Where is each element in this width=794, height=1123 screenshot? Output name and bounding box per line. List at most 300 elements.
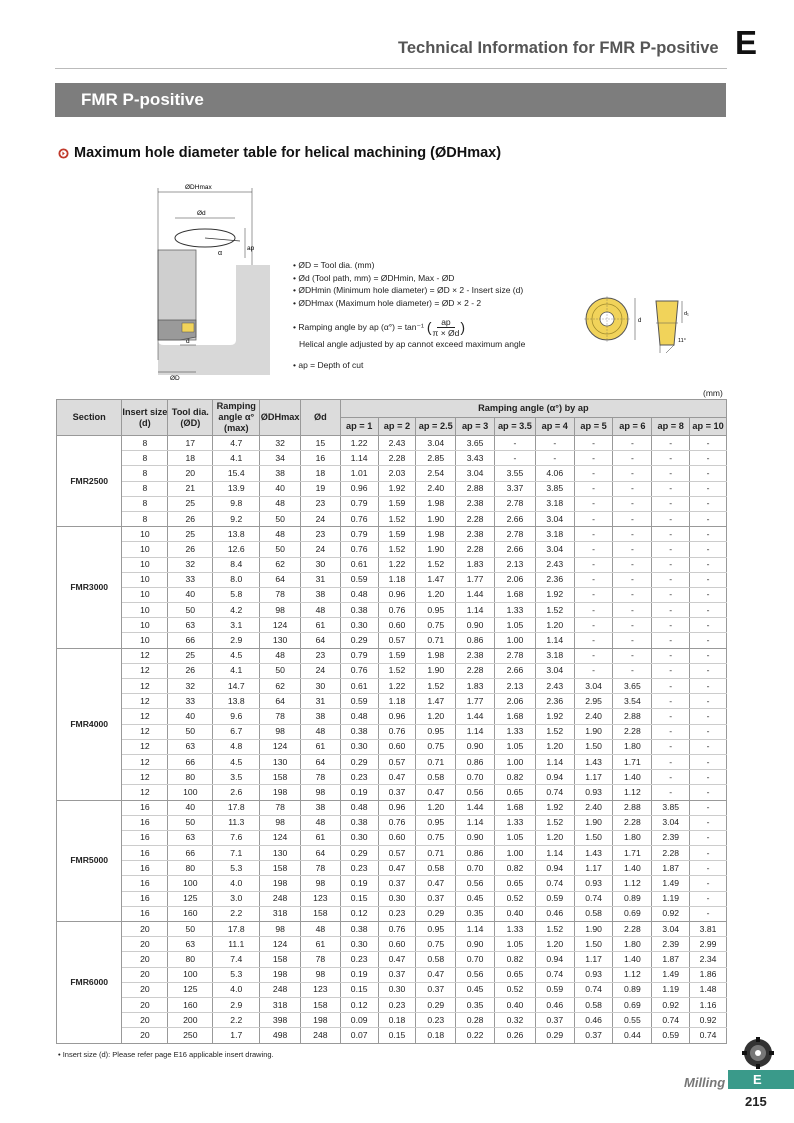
table-cell: - xyxy=(574,436,613,451)
table-cell: 2.13 xyxy=(495,679,536,694)
table-cell: 14.7 xyxy=(213,679,260,694)
table-cell: 2.43 xyxy=(378,436,416,451)
table-cell: 38 xyxy=(260,466,301,481)
col-header-ap: ap = 10 xyxy=(690,418,727,436)
table-cell: 3.18 xyxy=(535,648,574,663)
table-cell: 10 xyxy=(122,557,168,572)
table-cell: - xyxy=(574,481,613,496)
table-row xyxy=(57,830,727,845)
table-row xyxy=(57,663,727,678)
table-cell: 1.7 xyxy=(213,1028,260,1043)
table-cell: 2.28 xyxy=(456,663,495,678)
table-cell: 0.23 xyxy=(378,997,416,1012)
table-cell: - xyxy=(495,451,536,466)
table-cell: 38 xyxy=(300,800,340,815)
table-row xyxy=(57,997,727,1012)
table-cell: 1.14 xyxy=(456,603,495,618)
header-divider xyxy=(55,68,727,69)
table-cell: 198 xyxy=(260,967,301,982)
table-cell: - xyxy=(613,572,652,587)
table-cell: 80 xyxy=(168,952,213,967)
table-cell: 198 xyxy=(260,876,301,891)
table-cell: 0.94 xyxy=(535,770,574,785)
table-cell: 1.50 xyxy=(574,830,613,845)
table-cell: 0.82 xyxy=(495,770,536,785)
table-cell: 63 xyxy=(168,618,213,633)
table-cell: 0.30 xyxy=(378,891,416,906)
table-cell: - xyxy=(535,436,574,451)
table-cell: 1.05 xyxy=(495,739,536,754)
table-cell: 78 xyxy=(300,952,340,967)
table-cell: 1.52 xyxy=(535,603,574,618)
note-dhmax: • ØDHmax (Maximum hole diameter) = ØD × 2 - 2 xyxy=(293,297,482,308)
table-row xyxy=(57,1013,727,1028)
insert-label-d1: d₁ xyxy=(684,311,689,317)
col-header-ap: ap = 2 xyxy=(378,418,416,436)
table-cell: 7.6 xyxy=(213,830,260,845)
table-cell: 1.16 xyxy=(690,997,727,1012)
table-cell: 0.56 xyxy=(456,876,495,891)
table-cell: 62 xyxy=(260,679,301,694)
table-cell: 0.48 xyxy=(340,587,378,602)
table-cell: 30 xyxy=(300,557,340,572)
table-cell: 98 xyxy=(300,876,340,891)
table-cell: 4.0 xyxy=(213,982,260,997)
diagram-label-ap: ap xyxy=(247,245,255,252)
table-cell: 0.94 xyxy=(535,952,574,967)
table-cell: 1.14 xyxy=(456,815,495,830)
table-cell: 2.39 xyxy=(652,830,690,845)
table-cell: 2.66 xyxy=(495,542,536,557)
table-cell: 1.12 xyxy=(613,967,652,982)
section-name-cell: FMR2500 xyxy=(57,436,122,527)
table-cell: 2.40 xyxy=(574,709,613,724)
table-cell: 5.3 xyxy=(213,861,260,876)
table-cell: 0.37 xyxy=(574,1028,613,1043)
table-cell: 23 xyxy=(300,648,340,663)
table-cell: 4.5 xyxy=(213,648,260,663)
table-cell: 130 xyxy=(260,846,301,861)
table-cell: 1.18 xyxy=(378,694,416,709)
table-cell: 0.95 xyxy=(416,922,456,937)
table-cell: 0.09 xyxy=(340,1013,378,1028)
table-cell: 0.40 xyxy=(495,997,536,1012)
table-row xyxy=(57,785,727,800)
table-cell: - xyxy=(690,572,727,587)
table-cell: 12 xyxy=(122,694,168,709)
table-cell: 0.19 xyxy=(340,876,378,891)
table-cell: 1.05 xyxy=(495,618,536,633)
table-row xyxy=(57,739,727,754)
table-cell: 0.30 xyxy=(378,982,416,997)
table-cell: 16 xyxy=(122,800,168,815)
table-cell: 1.20 xyxy=(416,587,456,602)
table-cell: 124 xyxy=(260,739,301,754)
table-cell: 2.95 xyxy=(574,694,613,709)
table-cell: 0.74 xyxy=(535,785,574,800)
table-cell: 1.33 xyxy=(495,922,536,937)
table-cell: 0.58 xyxy=(416,952,456,967)
table-cell: 18 xyxy=(300,466,340,481)
page-number: 215 xyxy=(745,1094,767,1109)
table-cell: 0.47 xyxy=(416,967,456,982)
table-cell: 6.7 xyxy=(213,724,260,739)
table-cell: 100 xyxy=(168,876,213,891)
table-cell: 0.61 xyxy=(340,679,378,694)
table-cell: 0.30 xyxy=(340,830,378,845)
page-header-title: Technical Information for FMR P-positive xyxy=(398,39,719,57)
table-cell: - xyxy=(690,633,727,648)
milling-cutter-icon xyxy=(742,1037,774,1069)
table-cell: 1.40 xyxy=(613,861,652,876)
table-cell: 1.83 xyxy=(456,557,495,572)
table-cell: 9.2 xyxy=(213,511,260,526)
table-cell: 1.68 xyxy=(495,587,536,602)
table-cell: 1.71 xyxy=(613,754,652,769)
footer-tab-letter: E xyxy=(753,1072,762,1087)
table-cell: 1.87 xyxy=(652,861,690,876)
table-cell: - xyxy=(652,496,690,511)
table-cell: 12 xyxy=(122,679,168,694)
table-cell: - xyxy=(690,891,727,906)
table-cell: 40 xyxy=(168,800,213,815)
table-cell: 5.8 xyxy=(213,587,260,602)
table-cell: 1.44 xyxy=(456,587,495,602)
table-cell: 0.56 xyxy=(456,967,495,982)
table-cell: 3.04 xyxy=(652,815,690,830)
table-cell: 4.06 xyxy=(535,466,574,481)
table-cell: 32 xyxy=(168,679,213,694)
table-cell: 0.55 xyxy=(613,1013,652,1028)
footer-tab xyxy=(728,1070,794,1089)
table-cell: 0.29 xyxy=(340,754,378,769)
table-cell: 0.18 xyxy=(416,1028,456,1043)
table-cell: 2.6 xyxy=(213,785,260,800)
table-row xyxy=(57,694,727,709)
table-cell: 0.22 xyxy=(456,1028,495,1043)
table-cell: 25 xyxy=(168,527,213,542)
table-cell: 8 xyxy=(122,511,168,526)
table-cell: 0.93 xyxy=(574,876,613,891)
table-cell: - xyxy=(652,724,690,739)
table-cell: 0.74 xyxy=(535,876,574,891)
section-band-title: FMR P-positive xyxy=(81,90,204,109)
table-cell: 0.90 xyxy=(456,739,495,754)
table-cell: - xyxy=(613,542,652,557)
table-cell: 0.65 xyxy=(495,876,536,891)
col-header-insert-size: Insert size (d) xyxy=(122,400,168,436)
col-header-ap: ap = 8 xyxy=(652,418,690,436)
table-cell: 0.57 xyxy=(378,633,416,648)
table-row xyxy=(57,466,727,481)
table-cell: 1.33 xyxy=(495,603,536,618)
subsection-heading xyxy=(58,145,501,161)
table-cell: 0.75 xyxy=(416,830,456,845)
table-cell: 2.38 xyxy=(456,648,495,663)
table-cell: 20 xyxy=(122,952,168,967)
table-cell: 1.12 xyxy=(613,785,652,800)
table-cell: 0.70 xyxy=(456,770,495,785)
table-cell: 1.71 xyxy=(613,846,652,861)
diagram-label-d: d xyxy=(186,338,190,345)
note-helical: Helical angle adjusted by ap cannot exceed maximum angle xyxy=(299,339,526,349)
table-cell: 0.38 xyxy=(340,815,378,830)
table-cell: 0.75 xyxy=(416,739,456,754)
table-cell: 100 xyxy=(168,967,213,982)
table-cell: 0.37 xyxy=(378,876,416,891)
table-cell: 2.78 xyxy=(495,648,536,663)
table-cell: 0.47 xyxy=(416,785,456,800)
table-cell: 0.48 xyxy=(340,800,378,815)
table-cell: 0.58 xyxy=(416,770,456,785)
table-cell: - xyxy=(652,739,690,754)
table-cell: 1.33 xyxy=(495,724,536,739)
table-cell: - xyxy=(690,906,727,921)
table-cell: - xyxy=(690,496,727,511)
table-cell: 4.1 xyxy=(213,663,260,678)
table-cell: 1.52 xyxy=(535,922,574,937)
table-cell: 64 xyxy=(260,572,301,587)
table-cell: 10 xyxy=(122,527,168,542)
table-cell: 1.14 xyxy=(340,451,378,466)
table-cell: 1.59 xyxy=(378,496,416,511)
table-cell: 48 xyxy=(260,527,301,542)
table-cell: - xyxy=(690,861,727,876)
table-cell: 0.52 xyxy=(495,982,536,997)
table-cell: - xyxy=(690,527,727,542)
table-cell: 1.00 xyxy=(495,846,536,861)
table-cell: 0.96 xyxy=(340,481,378,496)
table-cell: 34 xyxy=(260,451,301,466)
table-cell: 19 xyxy=(300,481,340,496)
table-cell: 1.83 xyxy=(456,679,495,694)
table-cell: 12 xyxy=(122,709,168,724)
table-cell: 0.96 xyxy=(378,709,416,724)
note-ramping-formula: • Ramping angle by ap (α°) = tan⁻¹ ( $\frac{ap}{\pi \times Ød}$ ) xyxy=(293,317,466,338)
table-cell: 2.99 xyxy=(690,937,727,952)
table-cell: 0.46 xyxy=(535,997,574,1012)
table-cell: 3.37 xyxy=(495,481,536,496)
col-header-ap: ap = 4 xyxy=(535,418,574,436)
table-cell: 0.26 xyxy=(495,1028,536,1043)
table-cell: - xyxy=(690,451,727,466)
table-cell: 1.98 xyxy=(416,648,456,663)
table-cell: - xyxy=(652,572,690,587)
table-cell: 2.43 xyxy=(535,679,574,694)
table-cell: 0.70 xyxy=(456,952,495,967)
table-cell: - xyxy=(613,557,652,572)
table-cell: 0.79 xyxy=(340,527,378,542)
diagram-label-od-small: Ød xyxy=(197,210,206,217)
table-cell: 16 xyxy=(122,815,168,830)
table-cell: 64 xyxy=(260,694,301,709)
formula-notes xyxy=(293,259,525,371)
table-cell: 0.57 xyxy=(378,846,416,861)
table-cell: 0.59 xyxy=(340,694,378,709)
table-cell: 25 xyxy=(168,496,213,511)
diagram-label-dhmax: ØDHmax xyxy=(185,184,212,191)
table-cell: 4.1 xyxy=(213,451,260,466)
table-cell: 12.6 xyxy=(213,542,260,557)
table-cell: 24 xyxy=(300,511,340,526)
table-cell: 25 xyxy=(168,648,213,663)
table-cell: 3.81 xyxy=(690,922,727,937)
table-cell: 0.61 xyxy=(340,557,378,572)
table-cell: 0.29 xyxy=(416,997,456,1012)
table-cell: - xyxy=(574,603,613,618)
table-cell: 48 xyxy=(300,603,340,618)
table-cell: 0.37 xyxy=(416,982,456,997)
table-cell: 48 xyxy=(300,922,340,937)
table-cell: 1.50 xyxy=(574,937,613,952)
table-cell: 26 xyxy=(168,663,213,678)
note-tool-path: • Ød (Tool path, mm) = ØDHmin, Max - ØD xyxy=(293,272,455,283)
table-cell: 0.23 xyxy=(378,906,416,921)
table-cell: 1.68 xyxy=(495,800,536,815)
table-cell: 130 xyxy=(260,633,301,648)
table-cell: 160 xyxy=(168,906,213,921)
section-name-cell: FMR4000 xyxy=(57,648,122,800)
ramping-formula-prefix: • Ramping angle by ap (α°) = tan⁻¹ xyxy=(293,322,424,333)
col-header-section: Section xyxy=(57,400,122,436)
table-cell: - xyxy=(690,466,727,481)
table-cell: 1.05 xyxy=(495,830,536,845)
note-ap: • ap = Depth of cut xyxy=(293,359,364,370)
table-cell: 2.39 xyxy=(652,937,690,952)
table-cell: 2.88 xyxy=(613,800,652,815)
table-cell: 78 xyxy=(260,587,301,602)
table-cell: 1.19 xyxy=(652,982,690,997)
diagram-label-od: ØD xyxy=(170,375,180,382)
table-cell: 0.30 xyxy=(340,739,378,754)
table-cell: 0.19 xyxy=(340,967,378,982)
table-cell: 4.8 xyxy=(213,739,260,754)
table-cell: 124 xyxy=(260,937,301,952)
table-cell: 0.38 xyxy=(340,922,378,937)
table-cell: - xyxy=(613,511,652,526)
table-cell: 1.44 xyxy=(456,800,495,815)
table-row xyxy=(57,724,727,739)
table-cell: 0.29 xyxy=(535,1028,574,1043)
table-cell: 98 xyxy=(260,815,301,830)
table-cell: 2.36 xyxy=(535,572,574,587)
table-cell: 1.33 xyxy=(495,815,536,830)
table-cell: 1.00 xyxy=(495,754,536,769)
table-cell: 98 xyxy=(260,724,301,739)
table-cell: 66 xyxy=(168,633,213,648)
table-cell: 1.20 xyxy=(535,830,574,845)
table-cell: 2.34 xyxy=(690,952,727,967)
table-cell: 0.74 xyxy=(652,1013,690,1028)
table-cell: 1.20 xyxy=(535,739,574,754)
table-cell: 3.65 xyxy=(456,436,495,451)
ramping-formula-denominator: π × Ød xyxy=(432,328,460,338)
table-cell: 123 xyxy=(300,891,340,906)
table-cell: 63 xyxy=(168,739,213,754)
table-cell: 1.43 xyxy=(574,846,613,861)
table-cell: - xyxy=(574,618,613,633)
chapter-letter: E xyxy=(735,24,758,61)
table-cell: - xyxy=(613,618,652,633)
table-cell: 200 xyxy=(168,1013,213,1028)
section-band xyxy=(55,83,726,117)
table-cell: 50 xyxy=(260,663,301,678)
table-cell: 1.92 xyxy=(535,709,574,724)
table-cell: 3.18 xyxy=(535,496,574,511)
table-cell: 2.13 xyxy=(495,557,536,572)
table-cell: 2.78 xyxy=(495,496,536,511)
table-cell: 0.82 xyxy=(495,952,536,967)
table-cell: 15 xyxy=(300,436,340,451)
table-cell: 0.74 xyxy=(535,967,574,982)
table-cell: 2.06 xyxy=(495,572,536,587)
table-cell: 0.60 xyxy=(378,937,416,952)
table-cell: 0.37 xyxy=(378,785,416,800)
table-cell: 0.59 xyxy=(535,891,574,906)
table-cell: 0.56 xyxy=(456,785,495,800)
table-cell: 0.44 xyxy=(613,1028,652,1043)
table-cell: - xyxy=(613,466,652,481)
table-cell: 0.74 xyxy=(574,982,613,997)
table-row xyxy=(57,679,727,694)
table-cell: - xyxy=(613,633,652,648)
table-cell: 1.20 xyxy=(416,709,456,724)
table-cell: 0.96 xyxy=(378,587,416,602)
table-cell: - xyxy=(574,587,613,602)
table-cell: 0.32 xyxy=(495,1013,536,1028)
table-cell: 61 xyxy=(300,937,340,952)
col-header-ap: ap = 2.5 xyxy=(416,418,456,436)
col-header-ramping-angle: Ramping angle α°(max) xyxy=(213,400,260,436)
table-cell: 12 xyxy=(122,785,168,800)
table-cell: - xyxy=(613,436,652,451)
table-cell: 0.65 xyxy=(495,785,536,800)
table-row xyxy=(57,1028,727,1043)
table-row xyxy=(57,603,727,618)
table-cell: 1.80 xyxy=(613,937,652,952)
table-cell: 50 xyxy=(168,724,213,739)
table-cell: 10 xyxy=(122,618,168,633)
table-cell: 0.86 xyxy=(456,754,495,769)
table-cell: 248 xyxy=(300,1028,340,1043)
table-cell: 1.48 xyxy=(690,982,727,997)
table-cell: 1.40 xyxy=(613,770,652,785)
table-cell: 12 xyxy=(122,648,168,663)
table-cell: 0.60 xyxy=(378,830,416,845)
table-cell: - xyxy=(652,785,690,800)
table-cell: 3.18 xyxy=(535,527,574,542)
table-cell: 3.04 xyxy=(652,922,690,937)
table-cell: 13.8 xyxy=(213,694,260,709)
table-cell: - xyxy=(690,587,727,602)
table-cell: 0.89 xyxy=(613,982,652,997)
col-header-ap: ap = 6 xyxy=(613,418,652,436)
table-cell: 7.4 xyxy=(213,952,260,967)
table-cell: 0.75 xyxy=(416,618,456,633)
insert-side-view-drawing xyxy=(648,295,694,359)
table-cell: 10 xyxy=(122,587,168,602)
table-cell: 18 xyxy=(168,451,213,466)
table-cell: 26 xyxy=(168,542,213,557)
table-cell: 12 xyxy=(122,663,168,678)
table-cell: 2.28 xyxy=(456,542,495,557)
table-cell: 64 xyxy=(300,633,340,648)
table-cell: 2.28 xyxy=(613,815,652,830)
table-cell: - xyxy=(652,709,690,724)
table-cell: 66 xyxy=(168,754,213,769)
table-cell: - xyxy=(574,451,613,466)
table-cell: - xyxy=(652,466,690,481)
